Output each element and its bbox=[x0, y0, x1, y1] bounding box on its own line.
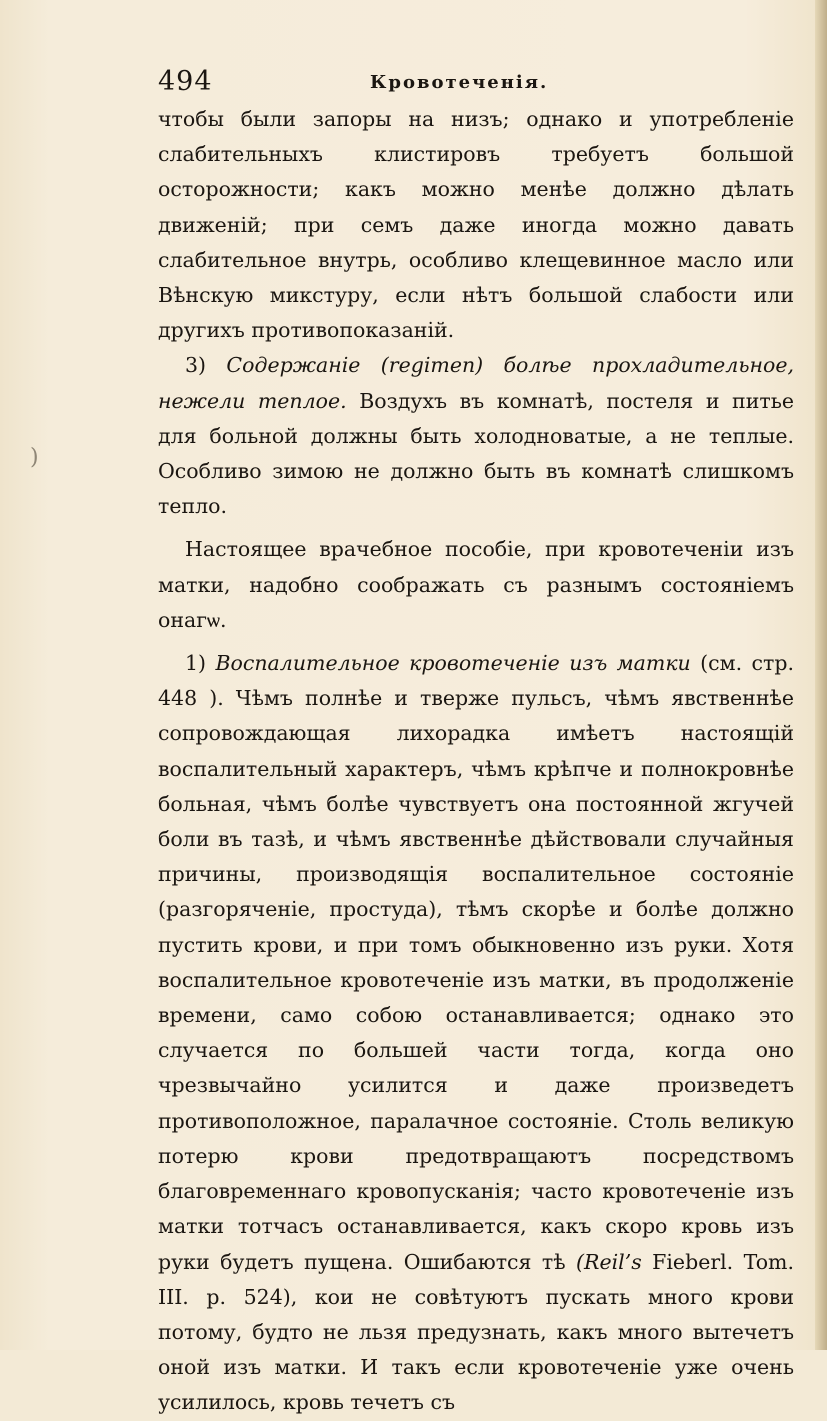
citation-source: Fieberl. Tom. III. p. 524), bbox=[158, 1249, 794, 1309]
item-text: Воздухъ въ комнатѣ, постеля и питье для больной должны быть холодноватые, а не теплые. Особливо зимою не должно быть въ комнатѣ слишкомъ тепло. bbox=[158, 388, 794, 519]
item-heading: Воспалительное кровотеченіе изъ матки bbox=[215, 651, 691, 676]
page-edge bbox=[815, 0, 827, 1350]
paragraph-regimen bbox=[158, 348, 794, 524]
paragraph-continuation: чтобы были запоры на низъ; однако и употребленіе слабительныхъ клистировъ требуетъ большой осторожности; какъ можно менѣе должно дѣлать движеній; при семъ даже иногда можно давать слабительное внутрь, особливо клещевинное масло или Вѣнскую микстуру, если нѣтъ большой слабости или другихъ противопоказаній. bbox=[158, 107, 794, 343]
item-number: 1) bbox=[185, 651, 207, 676]
paragraph-inflammatory bbox=[158, 646, 794, 1420]
margin-mark: ) bbox=[30, 445, 39, 470]
page-number: 494 bbox=[158, 66, 213, 97]
item-text: (см. стр. 448 ). Чѣмъ полнѣе и тверже пульсъ, чѣмъ явственнѣе сопровождающая лихорадка имѣетъ настоящій воспалительный характеръ, чѣмъ крѣпче и полнокровнѣе больная, чѣмъ болѣе чувствуетъ она постоянной жгучей боли въ тазѣ, и чѣмъ явственнѣе дѣйствовали случайныя причины, производящія воспалительное состояніе (разгоряченіе, простуда), тѣмъ скорѣе и болѣе должно пустить крови, и при томъ обыкновенно изъ руки. Хотя воспалительное кровотеченіе изъ матки, въ продолженіе времени, само собою останавливается; однако это случается по большей части тогда, когда оно чрезвычайно усилится и даже произведетъ противоположное, паралачное состояніе. Столь великую потерю крови предотвращаютъ посредствомъ благовременнаго кровопусканія; часто кровотеченіе изъ матки тотчасъ останавливается, какъ скоро кровь изъ руки будетъ пущена. Ошибаются тѣ bbox=[158, 651, 794, 1274]
page-header bbox=[158, 66, 798, 106]
item-number: 3) bbox=[185, 353, 207, 378]
item-heading: Содержаніе (regimen) болѣе прохладительное, нежели теплое. bbox=[158, 353, 794, 413]
running-head: Кровотеченія. bbox=[370, 72, 549, 93]
item-text-end: кои не совѣтуютъ пускать много крови потому, будто не льзя предузнать, какъ много вытечетъ оной изъ матки. И такъ если кровотеченіе уже очень усилилось, кровь течетъ съ bbox=[158, 1284, 794, 1415]
citation-author: (Reil’s bbox=[576, 1249, 642, 1274]
body-text bbox=[158, 102, 794, 1421]
paragraph-treatment: Настоящее врачебное пособіе, при кровотеченіи изъ матки, надобно соображать съ разнымъ состояніемъ онагѡ. bbox=[158, 537, 794, 632]
